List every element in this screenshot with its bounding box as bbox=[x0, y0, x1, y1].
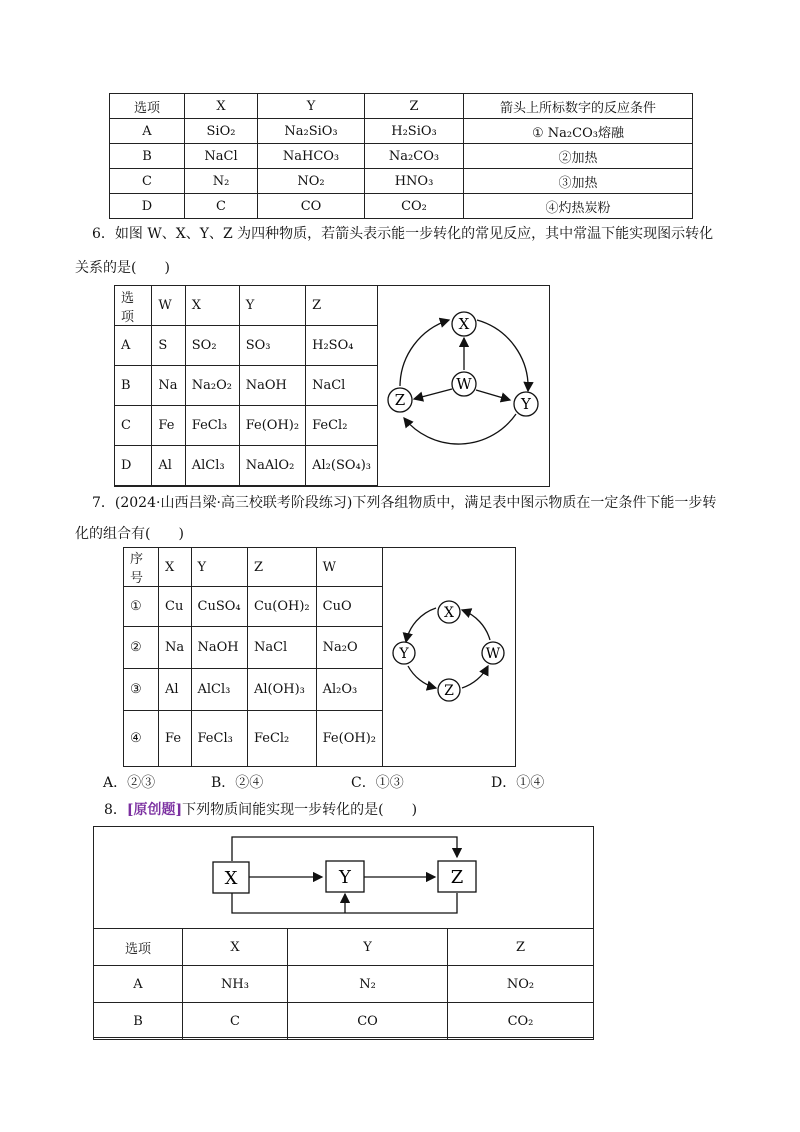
option-c[interactable]: C．①③ bbox=[351, 775, 404, 791]
table-cell: ③ bbox=[124, 669, 159, 711]
table-row bbox=[110, 194, 693, 219]
table-cell: Cu(OH)₂ bbox=[247, 587, 316, 627]
node-z-label: Z bbox=[444, 683, 454, 699]
table-cell: SO₃ bbox=[239, 326, 305, 366]
table-cell: AlCl₃ bbox=[185, 446, 239, 486]
q7-question-line1: 7．(2024·山西吕梁·高三校联考阶段练习)下列各组物质中，满足表中图示物质在一定条件下能一步转 bbox=[92, 495, 717, 511]
table-cell: ③加热 bbox=[464, 169, 693, 194]
table-cell: NaOH bbox=[239, 366, 305, 406]
table-cell: ① bbox=[124, 587, 159, 627]
table-cell: CuSO₄ bbox=[191, 587, 247, 627]
table-cell: AlCl₃ bbox=[191, 669, 247, 711]
table-cell: CO bbox=[288, 1003, 448, 1040]
table-cell: FeCl₂ bbox=[306, 406, 378, 446]
table-header: W bbox=[152, 286, 185, 326]
table-row bbox=[124, 587, 383, 627]
q8-number: 8． bbox=[104, 802, 127, 818]
table-cell: C bbox=[183, 1003, 288, 1040]
table-header-row bbox=[94, 929, 594, 966]
table-cell: CO₂ bbox=[365, 194, 464, 219]
table-header: Z bbox=[247, 548, 316, 587]
q7-cycle-diagram bbox=[384, 590, 514, 710]
table-cell: NaOH bbox=[191, 627, 247, 669]
q7-question-line2: 化的组合有( ) bbox=[75, 526, 184, 542]
table-cell: Na₂SiO₃ bbox=[258, 119, 365, 144]
node-z-label: Z bbox=[450, 867, 464, 888]
table-cell: A bbox=[94, 966, 183, 1003]
table-row bbox=[110, 119, 693, 144]
table-cell: N₂ bbox=[185, 169, 258, 194]
table-cell: H₂SiO₃ bbox=[365, 119, 464, 144]
table-header-row bbox=[110, 94, 693, 119]
table-row bbox=[94, 1003, 594, 1040]
q8-text: 下列物质间能实现一步转化的是( ) bbox=[182, 802, 418, 818]
table-cell: N₂ bbox=[288, 966, 448, 1003]
table-cell: Al₂O₃ bbox=[316, 669, 382, 711]
table-cell: Fe(OH)₂ bbox=[239, 406, 305, 446]
table-row bbox=[124, 669, 383, 711]
option-b[interactable]: B．②④ bbox=[211, 775, 264, 791]
table-cell: Na₂CO₃ bbox=[365, 144, 464, 169]
table-cell: NaAlO₂ bbox=[239, 446, 305, 486]
q8-question bbox=[104, 799, 417, 821]
table-header: 箭头上所标数字的反应条件 bbox=[464, 94, 693, 119]
q7-options bbox=[0, 772, 800, 792]
table-header: 选项 bbox=[110, 94, 185, 119]
arrow-y-to-z bbox=[404, 414, 516, 444]
table-cell: NaCl bbox=[247, 627, 316, 669]
table-cell: FeCl₂ bbox=[247, 711, 316, 767]
table-cell: ① Na₂CO₃熔融 bbox=[464, 119, 693, 144]
arrow-x-to-y bbox=[477, 320, 528, 391]
arrow-w-to-x bbox=[462, 610, 490, 640]
table-cell: Fe bbox=[159, 711, 191, 767]
table-cell: Na₂O₂ bbox=[185, 366, 239, 406]
table-cell: CuO bbox=[316, 587, 382, 627]
node-y-label: Y bbox=[521, 395, 531, 413]
table-header: Y bbox=[239, 286, 305, 326]
table-row bbox=[124, 627, 383, 669]
table-cell: C bbox=[115, 406, 152, 446]
table-row bbox=[110, 144, 693, 169]
table-cell: ④ bbox=[124, 711, 159, 767]
table-row bbox=[115, 366, 378, 406]
arrow-x-to-y bbox=[406, 608, 436, 642]
table-row bbox=[94, 966, 594, 1003]
table-cell: Fe bbox=[152, 406, 185, 446]
table-header: 序号 bbox=[124, 548, 159, 587]
node-w-label: W bbox=[485, 646, 501, 662]
table-row bbox=[124, 711, 383, 767]
table-cell: FeCl₃ bbox=[191, 711, 247, 767]
arrow-w-to-z bbox=[414, 389, 452, 399]
table-cell: SO₂ bbox=[185, 326, 239, 366]
table-row bbox=[115, 326, 378, 366]
table-cell: A bbox=[110, 119, 185, 144]
q6-table bbox=[114, 285, 378, 486]
table-cell: SiO₂ bbox=[185, 119, 258, 144]
table-cell: NaCl bbox=[306, 366, 378, 406]
q6-question-line2: 关系的是( ) bbox=[75, 260, 170, 276]
q8-flow-diagram bbox=[94, 827, 591, 928]
table-header: Y bbox=[258, 94, 365, 119]
table-cell: Na bbox=[159, 627, 191, 669]
q8-tag: [原创题] bbox=[126, 802, 183, 818]
q5-table bbox=[109, 93, 693, 219]
table-cell: B bbox=[115, 366, 152, 406]
node-w-label: W bbox=[456, 375, 472, 393]
table-header: Z bbox=[306, 286, 378, 326]
table-cell: Al bbox=[159, 669, 191, 711]
table-cell: S bbox=[152, 326, 185, 366]
table-cell: Al(OH)₃ bbox=[247, 669, 316, 711]
option-d[interactable]: D．①④ bbox=[491, 775, 545, 791]
table-cell: H₂SO₄ bbox=[306, 326, 378, 366]
table-cell: FeCl₃ bbox=[185, 406, 239, 446]
table-row bbox=[115, 406, 378, 446]
table-cell: Al bbox=[152, 446, 185, 486]
table-row bbox=[115, 446, 378, 486]
q8-table bbox=[93, 928, 594, 1040]
table-cell: A bbox=[115, 326, 152, 366]
table-header: Z bbox=[365, 94, 464, 119]
table-header: Y bbox=[288, 929, 448, 966]
table-header-row bbox=[115, 286, 378, 326]
table-cell: C bbox=[110, 169, 185, 194]
option-a[interactable]: A．②③ bbox=[103, 775, 156, 791]
node-z-label: Z bbox=[394, 391, 406, 409]
table-cell: D bbox=[110, 194, 185, 219]
table-cell: Na₂O bbox=[316, 627, 382, 669]
table-header: X bbox=[185, 286, 239, 326]
table-row bbox=[110, 169, 693, 194]
table-cell: ②加热 bbox=[464, 144, 693, 169]
table-cell: NaCl bbox=[185, 144, 258, 169]
table-cell: D bbox=[115, 446, 152, 486]
node-x-label: X bbox=[444, 605, 454, 621]
arrow-w-to-y bbox=[476, 390, 510, 400]
table-header: X bbox=[185, 94, 258, 119]
table-cell: NH₃ bbox=[183, 966, 288, 1003]
node-y-label: Y bbox=[399, 646, 409, 662]
table-cell: NO₂ bbox=[258, 169, 365, 194]
q6-question-line1: 6．如图 W、X、Y、Z 为四种物质，若箭头表示能一步转化的常见反应，其中常温下能实现图示转化 bbox=[92, 226, 714, 242]
node-y-label: Y bbox=[339, 867, 351, 888]
arrow-z-to-w bbox=[462, 666, 488, 688]
table-cell: Na bbox=[152, 366, 185, 406]
arrow-z-to-x bbox=[400, 320, 449, 386]
table-cell: B bbox=[94, 1003, 183, 1040]
table-cell: CO bbox=[258, 194, 365, 219]
table-header-row bbox=[124, 548, 383, 587]
q6-cycle-diagram bbox=[378, 286, 548, 484]
table-cell: HNO₃ bbox=[365, 169, 464, 194]
arrow-y-to-z bbox=[408, 666, 436, 688]
table-header: 选项 bbox=[94, 929, 183, 966]
table-cell: NO₂ bbox=[448, 966, 594, 1003]
table-header: Z bbox=[448, 929, 594, 966]
node-x-label: X bbox=[458, 315, 470, 333]
table-header: 选项 bbox=[115, 286, 152, 326]
table-cell: ④灼热炭粉 bbox=[464, 194, 693, 219]
table-header: W bbox=[316, 548, 382, 587]
table-cell: CO₂ bbox=[448, 1003, 594, 1040]
table-header: X bbox=[183, 929, 288, 966]
table-header: X bbox=[159, 548, 191, 587]
table-cell: B bbox=[110, 144, 185, 169]
table-cell: Al₂(SO₄)₃ bbox=[306, 446, 378, 486]
table-cell: C bbox=[185, 194, 258, 219]
table-cell: Fe(OH)₂ bbox=[316, 711, 382, 767]
table-cell: ② bbox=[124, 627, 159, 669]
table-header: Y bbox=[191, 548, 247, 587]
arrow-x-to-z bbox=[232, 837, 457, 861]
node-x-label: X bbox=[224, 868, 238, 889]
table-cell: NaHCO₃ bbox=[258, 144, 365, 169]
table-cell: Cu bbox=[159, 587, 191, 627]
q7-table bbox=[123, 547, 383, 767]
